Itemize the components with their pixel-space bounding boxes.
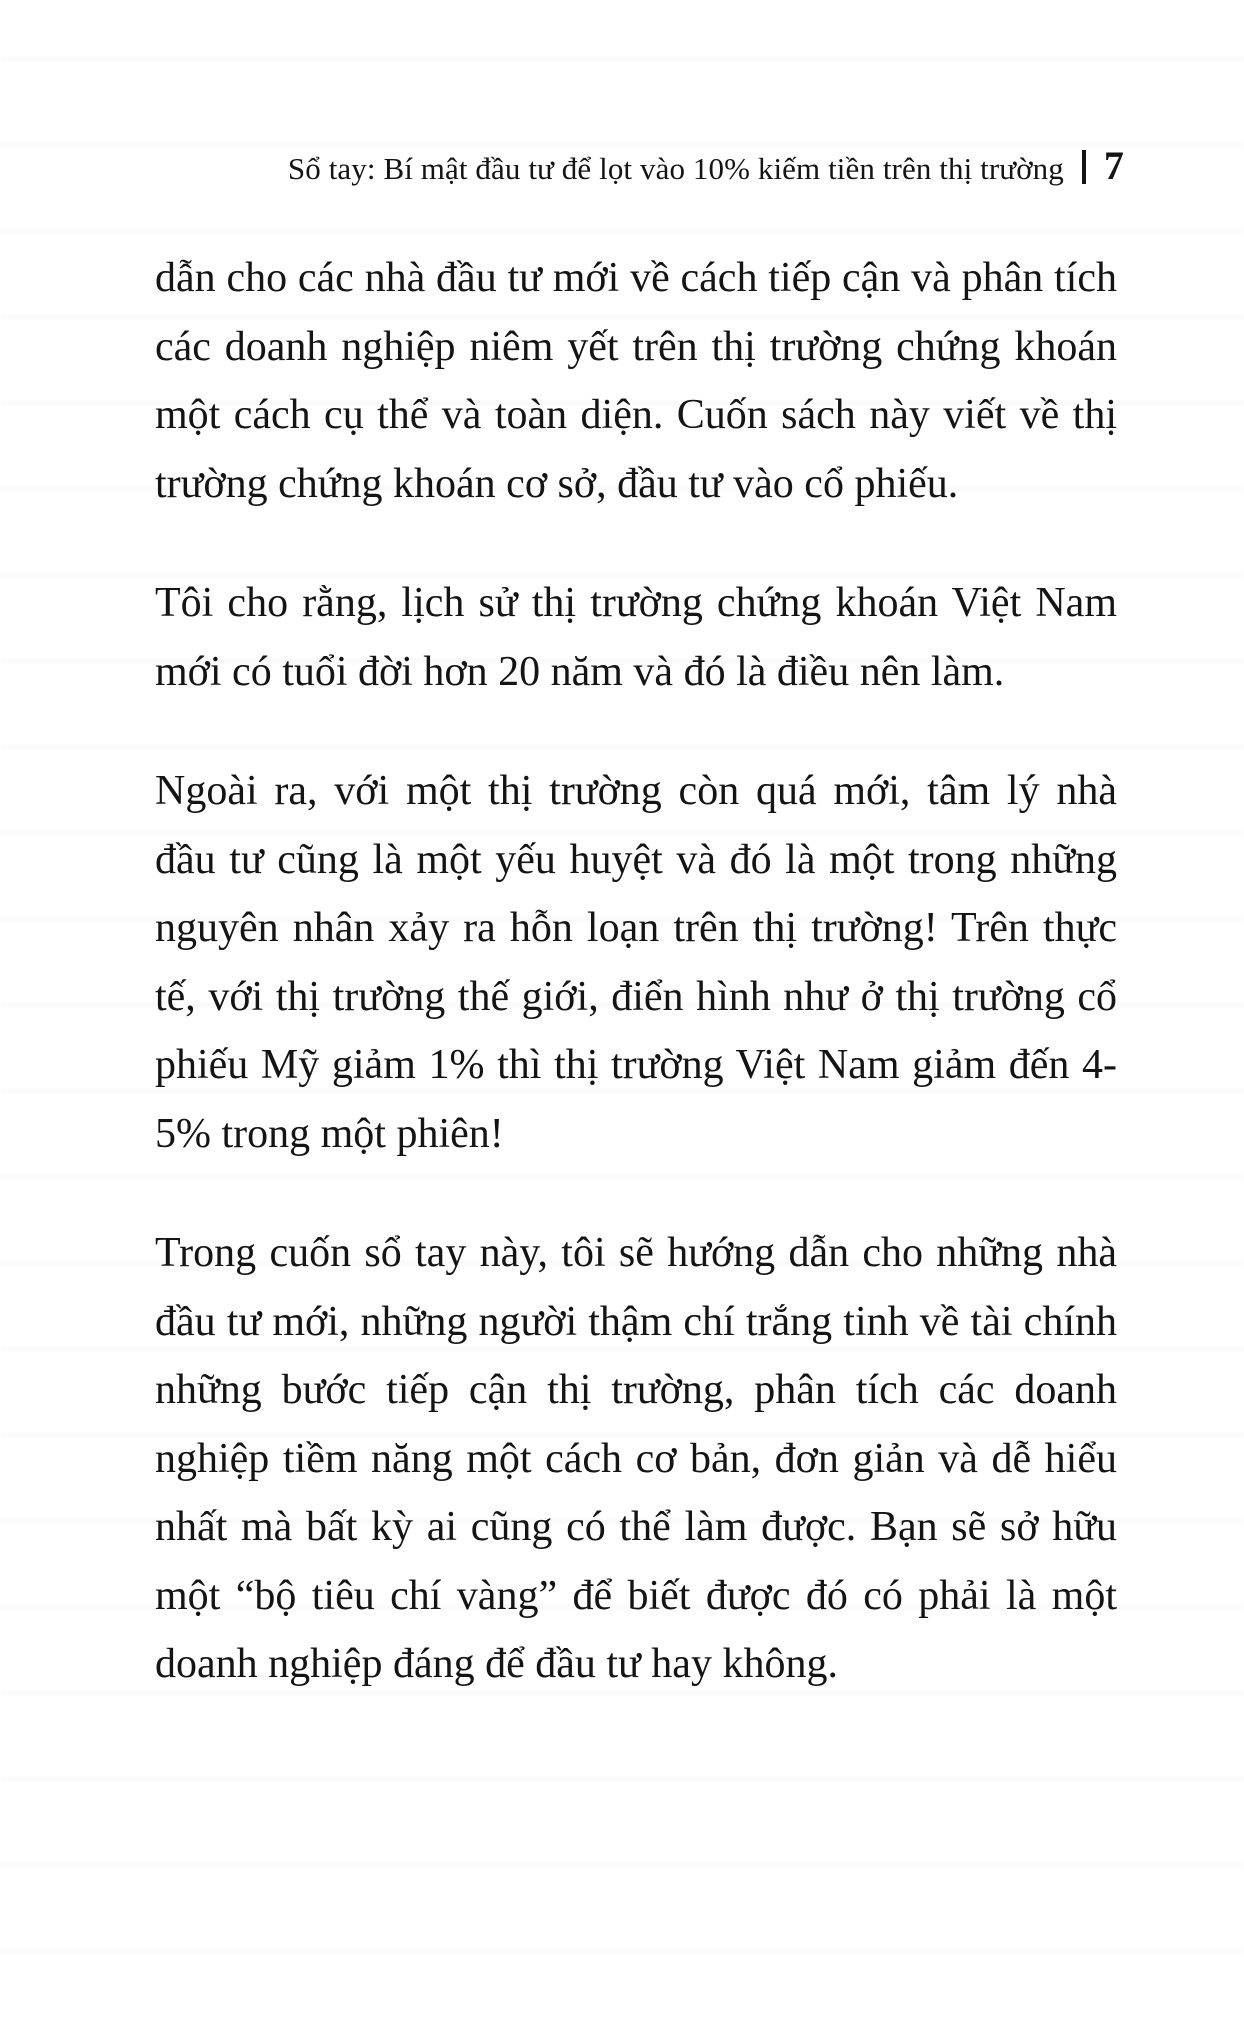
paragraph-4: Trong cuốn sổ tay này, tôi sẽ hướng dẫn cho những nhà đầu tư mới, những người thậm chí trắng tinh về tài chính những bước tiếp cận thị trường, phân tích các doanh nghiệp tiềm năng một cách cơ bản, đơn giản và dễ hiểu nhất mà bất kỳ ai cũng có thể làm được. Bạn sẽ sở hữu một “bộ tiêu chí vàng” để biết được đó có phải là một doanh nghiệp đáng để đầu tư hay không. bbox=[155, 1230, 1117, 1687]
page-body bbox=[155, 244, 1117, 1750]
page-number: 7 bbox=[1103, 143, 1124, 188]
paragraph-2: Tôi cho rằng, lịch sử thị trường chứng khoán Việt Nam mới có tuổi đời hơn 20 năm và đó là điều nên làm. bbox=[155, 580, 1117, 695]
paragraph-1: dẫn cho các nhà đầu tư mới về cách tiếp cận và phân tích các doanh nghiệp niêm yết trên thị trường chứng khoán một cách cụ thể và toàn diện. Cuốn sách này viết về thị trường chứng khoán cơ sở, đầu tư vào cổ phiếu. bbox=[155, 255, 1117, 507]
running-header bbox=[152, 142, 1124, 189]
paragraph-3: Ngoài ra, với một thị trường còn quá mới, tâm lý nhà đầu tư cũng là một yếu huyệt và đó là một trong những nguyên nhân xảy ra hỗn loạn trên thị trường! Trên thực tế, với thị trường thế giới, điển hình như ở thị trường cổ phiếu Mỹ giảm 1% thì thị trường Việt Nam giảm đến 4-5% trong một phiên! bbox=[155, 768, 1117, 1157]
running-header-title: Sổ tay: Bí mật đầu tư để lọt vào 10% kiếm tiền trên thị trường bbox=[287, 151, 1064, 186]
header-separator bbox=[1082, 150, 1086, 184]
